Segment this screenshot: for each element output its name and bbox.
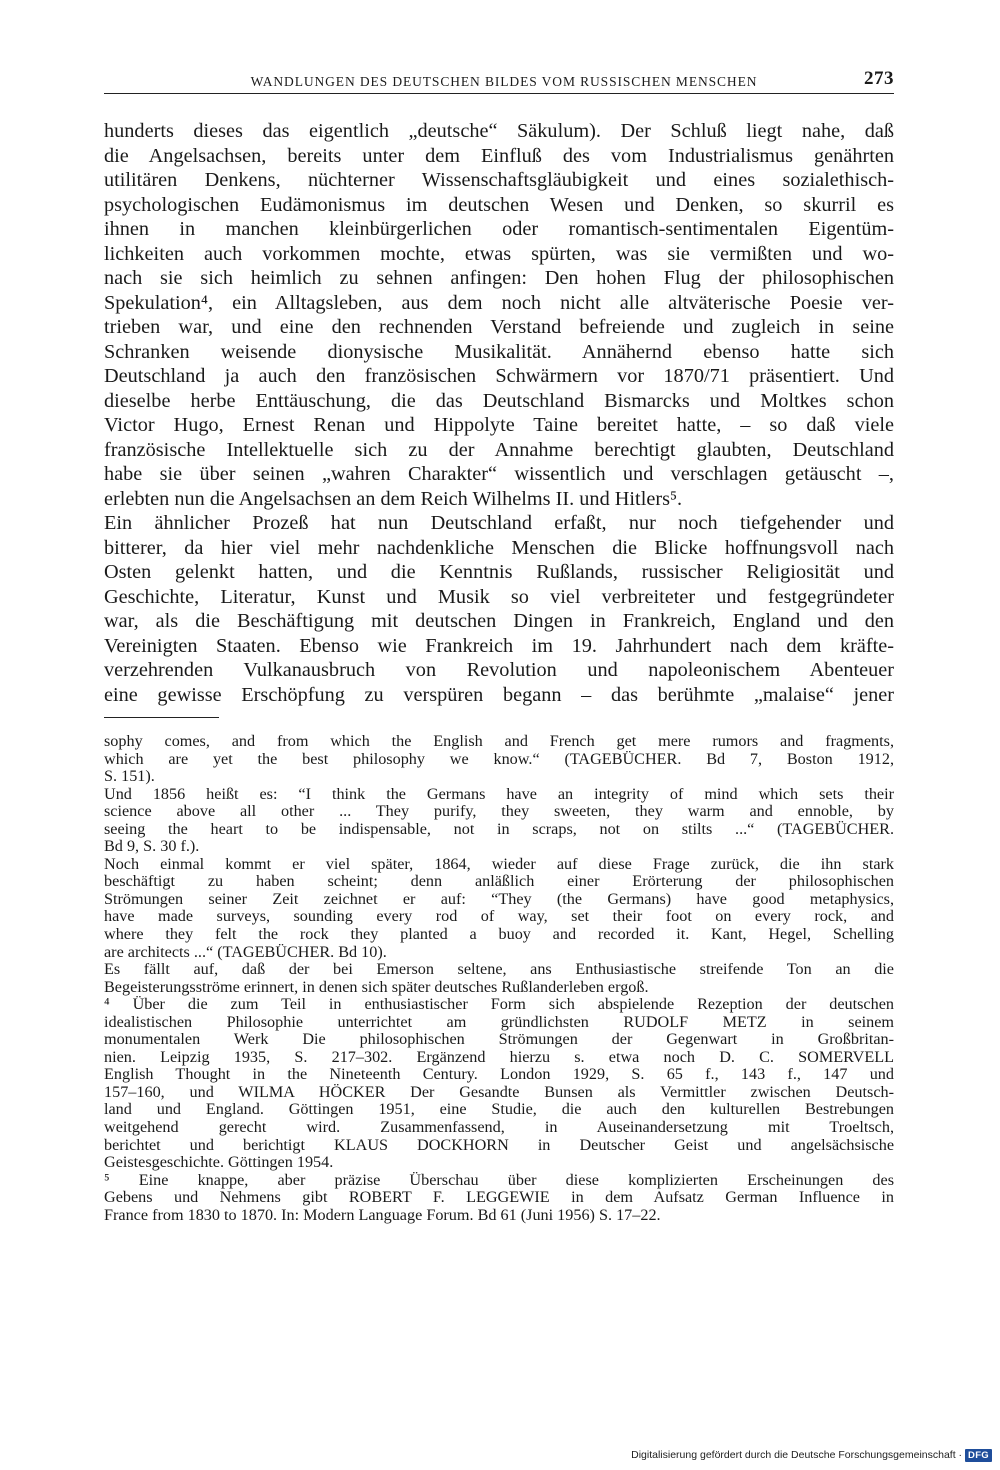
text-line: französische Intellektuelle sich zu der Annahme berechtigt glaubten, Deutschland bbox=[104, 438, 894, 461]
text-line: Deutschland ja auch den französischen Schwärmern vor 1870/71 präsentiert. Und bbox=[104, 365, 894, 387]
footnote-line: Geistesgeschichte. Göttingen 1954. bbox=[104, 1153, 334, 1172]
text-line: Osten gelenkt hatten, und die Kenntnis Rußlands, russischer Religiosität und bbox=[104, 561, 894, 583]
footnote-line: S. 151). bbox=[104, 767, 155, 786]
text-line: die Angelsachsen, bereits unter dem Einfluß des vom Industrialismus genährten bbox=[104, 144, 894, 167]
text-line: verzehrenden Vulkanausbruch von Revolution und napoleonischem Abenteuer bbox=[104, 659, 894, 681]
footnote-line: Und 1856 heißt es: “I think the Germans have an integrity of mind which sets their bbox=[104, 784, 894, 803]
footnote-line: France from 1830 to 1870. In: Modern Language Forum. Bd 61 (Juni 1956) S. 17–22. bbox=[104, 1205, 661, 1224]
footnote-line: have made surveys, sounding every rod of way, set their foot on every rock, and bbox=[104, 907, 894, 926]
text-line: erlebten nun die Angelsachsen an dem Reich Wilhelms II. und Hitlers⁵. bbox=[104, 487, 683, 510]
footnote-line: nien. Leipzig 1935, S. 217–302. Ergänzend hierzu s. etwa noch D. C. SOMERVELL bbox=[104, 1047, 894, 1066]
credit-text: Digitalisierung gefördert durch die Deutsche Forschungsgemeinschaft · bbox=[631, 1449, 963, 1461]
text-line: Schranken weisende dionysische Musikalität. Annähernd ebenso hatte sich bbox=[104, 340, 894, 363]
footnote-line: weitgehend gerecht wird. Zusammenfassend, in Auseinandersetzung mit Troeltsch, bbox=[104, 1118, 894, 1137]
footnote-line: ⁵ Eine knappe, aber präzise Überschau über diese komplizierten Erscheinungen des bbox=[104, 1170, 894, 1189]
footnote-line: Bd 9, S. 30 f.). bbox=[104, 837, 200, 856]
text-line: nach sie sich heimlich zu sehnen anfingen: Den hohen Flug der philosophischen bbox=[104, 267, 894, 289]
footnote-line: where they felt the rock they planted a buoy and recorded it. Kant, Hegel, Schelling bbox=[104, 925, 894, 944]
footnote-line: Gebens und Nehmens gibt ROBERT F. LEGGEWIE in dem Aufsatz German Influence in bbox=[104, 1188, 894, 1207]
footnote-line: ⁴ Über die zum Teil in enthusiastischer Form sich abspielende Rezeption der deutschen bbox=[104, 995, 894, 1014]
main-text bbox=[104, 119, 894, 707]
footnote-line: monumentalen Werk Die philosophischen Strömungen der Gegenwart in Großbritan- bbox=[104, 1030, 894, 1049]
text-line: Vereinigten Staaten. Ebenso wie Frankreich im 19. Jahrhundert nach dem kräfte- bbox=[104, 634, 894, 657]
footnotes bbox=[104, 733, 894, 1224]
footnote-separator bbox=[104, 717, 219, 718]
footnote-line: Begeisterungsströme erinnert, in denen sich später deutsches Rußlanderleben ergoß. bbox=[104, 977, 649, 996]
footnote-line: idealistischen Philosophie unterrichtet am gründlichsten RUDOLF METZ in seinem bbox=[104, 1012, 894, 1031]
footnote-line: seeing the heart to be indispensable, not in scraps, not on stilts ...“ (TAGEBÜCHER. bbox=[104, 819, 894, 838]
footnote-line: science above all other ... They purify, they sweeten, they warm and ennoble, by bbox=[104, 802, 894, 821]
footnote-line: sophy comes, and from which the English and French get mere rumors and fragments, bbox=[104, 732, 894, 750]
text-line: dieselbe herbe Enttäuschung, die das Deutschland Bismarcks und Moltkes schon bbox=[104, 389, 894, 412]
footnote-line: berichtet und berichtigt KLAUS DOCKHORN in Deutscher Geist und angelsächsische bbox=[104, 1135, 894, 1154]
footnote-line: are architects ...“ (TAGEBÜCHER. Bd 10). bbox=[104, 942, 387, 961]
running-head-title: WANDLUNGEN DES DEUTSCHEN BILDES VOM RUSSISCHEN MENSCHEN bbox=[250, 74, 758, 89]
text-line: lichkeiten auch vorkommen mochte, etwas spürten, was sie vermißten und wo- bbox=[104, 242, 894, 265]
text-line: ihnen in manchen kleinbürgerlichen oder romantisch-sentimentalen Eigentüm- bbox=[104, 218, 894, 240]
footnote-line: beschäftigt zu haben scheint; denn anläßlich einer Erörterung der philosophischen bbox=[104, 872, 894, 891]
footnote-line: Strömungen seiner Zeit zeichnet er auf: “They (the Germans) have good metaphysics, bbox=[104, 889, 894, 908]
footnote-line: English Thought in the Nineteenth Century. London 1929, S. 65 f., 143 f., 147 und bbox=[104, 1065, 894, 1084]
footnote-line: Noch einmal kommt er viel später, 1864, wieder auf diese Frage zurück, die ihn stark bbox=[104, 854, 894, 873]
text-line: Geschichte, Literatur, Kunst und Musik so viel verbreiteter und festgegründeter bbox=[104, 585, 894, 608]
text-line: bitterer, da hier viel mehr nachdenkliche Menschen die Blicke hoffnungsvoll nach bbox=[104, 536, 894, 559]
text-line: trieben war, und eine den rechnenden Verstand befreiende und zugleich in seine bbox=[104, 316, 894, 338]
running-head bbox=[104, 64, 894, 94]
text-line: habe sie über seinen „wahren Charakter“ wissentlich und verschlagen getäuscht –, bbox=[104, 463, 894, 485]
text-line: utilitären Denkens, nüchterner Wissenschaftsgläubigkeit und eines sozialethisch- bbox=[104, 169, 894, 191]
text-line: Spekulation⁴, ein Alltagsleben, aus dem noch nicht alle altväterische Poesie ver- bbox=[104, 291, 894, 314]
footnote-line: land und England. Göttingen 1951, eine Studie, die auch den kulturellen Bestrebungen bbox=[104, 1100, 894, 1119]
footnote-line: Es fällt auf, daß der bei Emerson seltene, ans Enthusiastische streifende Ton an die bbox=[104, 960, 894, 979]
text-line: Ein ähnlicher Prozeß hat nun Deutschland erfaßt, nur noch tiefgehender und bbox=[104, 512, 894, 534]
dfg-logo: DFG bbox=[965, 1449, 992, 1462]
page-number: 273 bbox=[864, 68, 894, 89]
digitization-credit bbox=[631, 1447, 992, 1463]
text-line: Victor Hugo, Ernest Renan und Hippolyte Taine bereitet hatte, – so daß viele bbox=[104, 414, 894, 436]
footnote-line: which are yet the best philosophy we know.“ (TAGEBÜCHER. Bd 7, Boston 1912, bbox=[104, 749, 894, 768]
text-line: war, als die Beschäftigung mit deutschen Dingen in Frankreich, England und den bbox=[104, 610, 894, 632]
text-line: hunderts dieses das eigentlich „deutsche“ Säkulum). Der Schluß liegt nahe, daß bbox=[104, 120, 894, 142]
text-line: eine gewisse Erschöpfung zu verspüren begann – das berühmte „malaise“ jener bbox=[104, 683, 894, 706]
text-line: psychologischen Eudämonismus im deutschen Wesen und Denken, so skurril es bbox=[104, 193, 894, 216]
footnote-line: 157–160, und WILMA HÖCKER Der Gesandte Bunsen als Vermittler zwischen Deutsch- bbox=[104, 1082, 894, 1101]
